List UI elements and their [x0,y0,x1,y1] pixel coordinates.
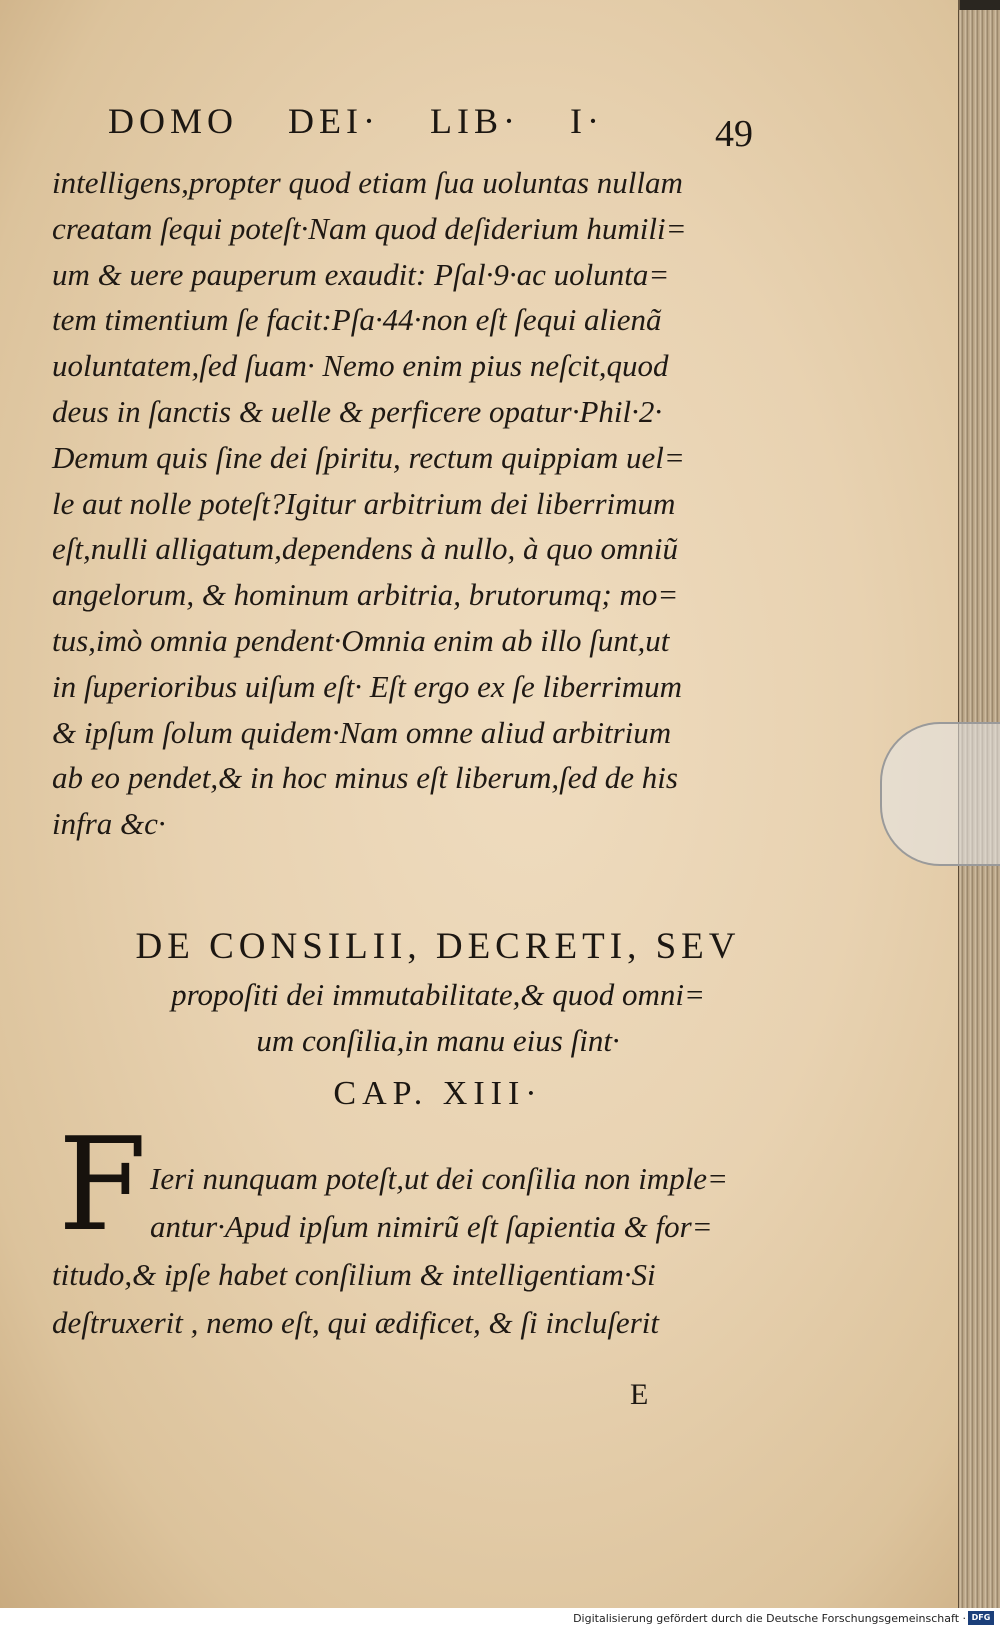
chapter-number: CAP. XIII· [333,1075,543,1112]
text-line: intelligens,propter quod etiam ſua uoluntas nullam [52,165,683,200]
signature-mark: E [630,1378,649,1411]
text-line: & ipſum ſolum quidem·Nam omne aliud arbitrium [52,714,672,750]
text-line: titudo,& ipſe habet conſilium & intelligentiam·Si [52,1257,656,1292]
text-line: angelorum, & hominum arbitria, brutorumq; mo= [52,577,679,613]
text-line: deſtruxerit , nemo eſt, qui ædificet, & ſi incluſerit [52,1305,659,1340]
text-line: Ieri nunquam poteſt,ut dei conſilia non imple= [150,1161,728,1196]
bookmark-tab [880,722,1000,866]
decorated-initial: F [58,1111,147,1260]
dfg-logo: DFG [968,1611,994,1625]
chapter-title-line: propoſiti dei immutabilitate,& quod omni= [171,977,705,1012]
text-line: ab eo pendet,& in hoc minus eſt liberum,ſed de his [52,760,678,796]
funding-credit: Digitalisierung gefördert durch die Deutsche Forschungsgemeinschaft · [573,1612,966,1625]
text-line: antur·Apud ipſum nimirũ eſt ſapientia & for= [150,1209,713,1244]
chapter-title-caps: DE CONSILII, DECRETI, SEV [135,926,741,967]
text-line: creatam ſequi poteſt·Nam quod deſiderium humili= [52,210,687,246]
running-header-part: DEI· [288,101,380,141]
text-line: eſt,nulli alligatum,dependens à nullo, à quo omniũ [52,531,678,567]
text-line: infra &c· [52,806,166,842]
body-text [52,160,792,847]
running-header [108,100,640,142]
chapter-body-text [52,1155,792,1347]
running-header-part: DOMO [108,101,239,141]
page-number: 49 [715,113,753,155]
text-line: in ſuperioribus uiſum eſt· Eſt ergo ex ſe liberrimum [52,668,682,704]
chapter-heading [88,922,788,1124]
text-line: Demum quis ſine dei ſpiritu, rectum quippiam uel= [52,439,685,475]
text-line: tem timentium ſe facit:Pſa·44·non eſt ſequi alienã [52,302,662,338]
running-header-part: I· [569,101,604,141]
text-line: tus,imò omnia pendent·Omnia enim ab illo ſunt,ut [52,622,670,658]
text-line: uoluntatem,ſed ſuam· Nemo enim pius neſcit,quod [52,348,669,384]
chapter-title-line: um conſilia,in manu eius ſint· [256,1023,620,1058]
text-line: le aut nolle poteſt?Igitur arbitrium dei liberrimum [52,485,676,521]
text-line: um & uere pauperum exaudit: Pſal·9·ac uolunta= [52,256,670,292]
text-line: deus in ſanctis & uelle & perficere opatur·Phil·2· [52,393,663,429]
running-header-part: LIB· [429,101,520,141]
